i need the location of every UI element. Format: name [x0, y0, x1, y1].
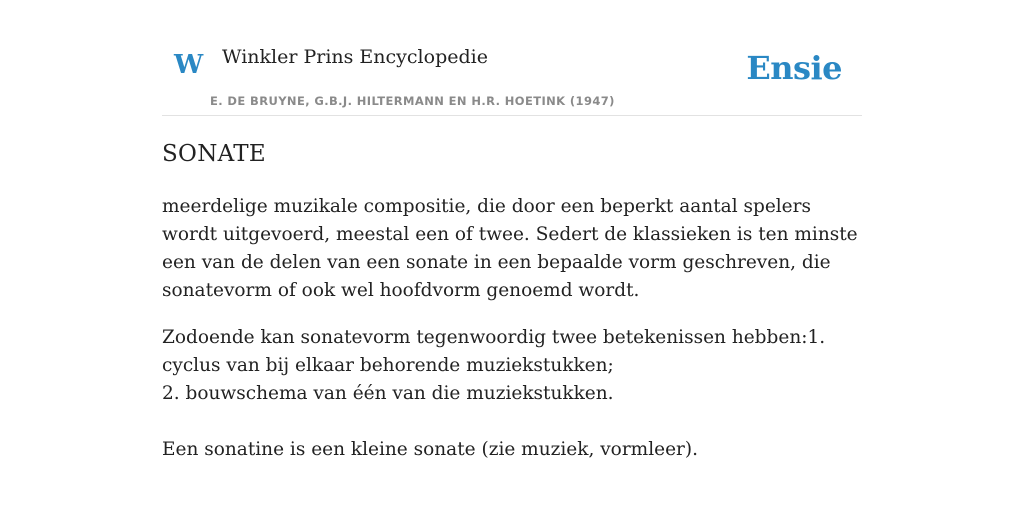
paragraph-meaning-2: 2. bouwschema van één van die muziekstukken. [162, 383, 614, 404]
header-divider [162, 115, 862, 116]
authors-line: E. DE BRUYNE, G.B.J. HILTERMANN EN H.R. HOETINK (1947) [210, 94, 615, 108]
ensie-logo[interactable]: Ensie [746, 49, 842, 87]
entry-title: SONATE [162, 141, 267, 167]
paragraph-sonatine: Een sonatine is een kleine sonate (zie muziek, vormleer). [162, 439, 698, 460]
encyclopedia-card [162, 0, 862, 512]
paragraph-meanings: Zodoende kan sonatevorm tegenwoordig twee betekenissen hebben:1. cyclus van bij elkaar behorende muziekstukken; [162, 327, 826, 376]
winkler-prins-logo[interactable]: W [174, 50, 204, 80]
entry-body [162, 193, 862, 464]
paragraph-definition: meerdelige muzikale compositie, die door een beperkt aantal spelers wordt uitgevoerd, meestal een of twee. Sedert de klassieken is ten minste een van de delen van een sonate in een bepaalde vorm geschreven, die sonatevorm of ook wel hoofdvorm genoemd wordt. [162, 196, 858, 301]
source-title[interactable]: Winkler Prins Encyclopedie [222, 46, 488, 68]
